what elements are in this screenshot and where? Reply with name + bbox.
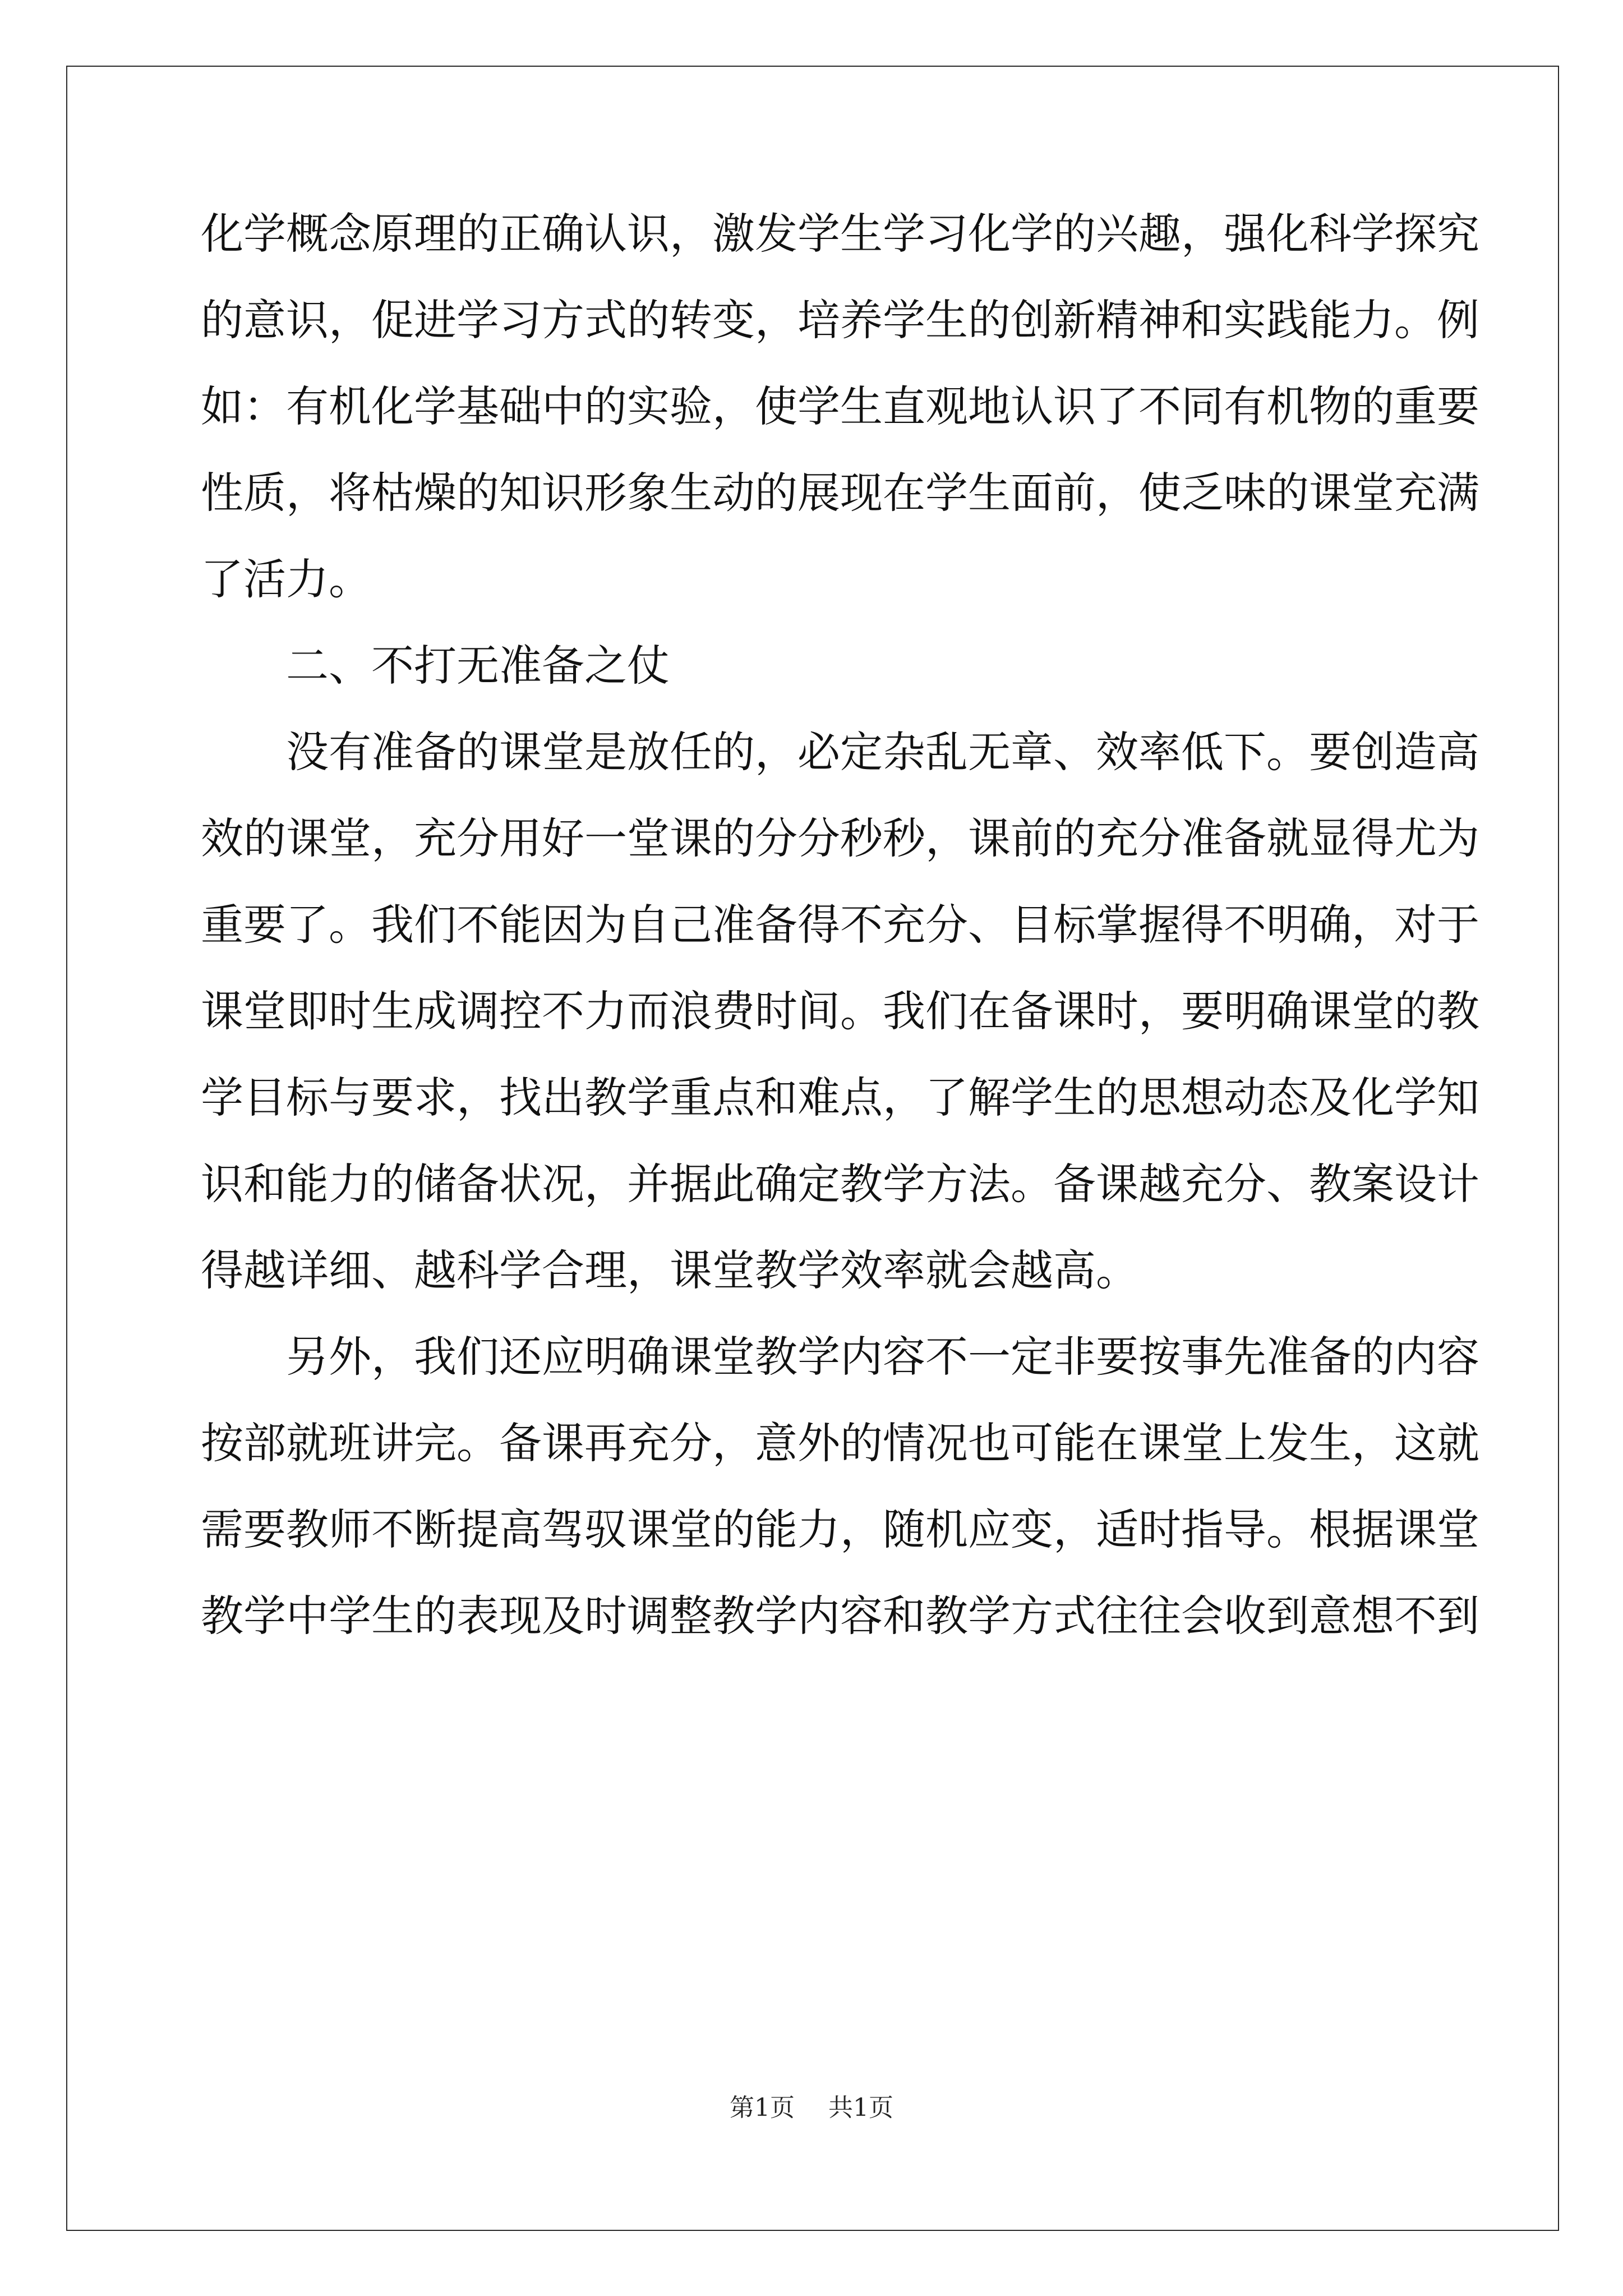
page-footer xyxy=(0,2091,1623,2125)
paragraph-2 xyxy=(201,709,1479,1314)
text-line: 化学概念原理的正确认识，激发学生学习化学的兴趣，强化科学探究 xyxy=(201,209,1479,259)
page-number: 第1页 xyxy=(730,2093,795,2122)
text-line: 了活力。 xyxy=(201,554,371,604)
text-line: 识和能力的储备状况，并据此确定教学方法。备课越充分、教案设计 xyxy=(201,1159,1479,1209)
text-line: 效的课堂，充分用好一堂课的分分秒秒，课前的充分准备就显得尤为 xyxy=(201,813,1479,863)
section-heading xyxy=(201,623,1423,709)
text-line: 没有准备的课堂是放任的，必定杂乱无章、效率低下。要创造高 xyxy=(286,727,1479,777)
text-line: 重要了。我们不能因为自己准备得不充分、目标掌握得不明确，对于 xyxy=(201,900,1479,950)
text-line: 教学中学生的表现及时调整教学内容和教学方式往往会收到意想不到 xyxy=(201,1591,1479,1641)
text-line: 学目标与要求，找出教学重点和难点，了解学生的思想动态及化学知 xyxy=(201,1073,1479,1122)
text-line: 需要教师不断提高驾驭课堂的能力，随机应变，适时指导。根据课堂 xyxy=(201,1504,1479,1554)
text-line: 如：有机化学基础中的实验，使学生直观地认识了不同有机物的重要 xyxy=(201,381,1479,431)
text-line: 的意识，促进学习方式的转变，培养学生的创新精神和实践能力。例 xyxy=(201,295,1479,345)
heading-text: 二、不打无准备之仗 xyxy=(286,641,670,691)
text-line: 按部就班讲完。备课再充分，意外的情况也可能在课堂上发生，这就 xyxy=(201,1418,1479,1468)
paragraph-3 xyxy=(201,1314,1479,1659)
text-line: 性质，将枯燥的知识形象生动的展现在学生面前，使乏味的课堂充满 xyxy=(201,468,1479,518)
text-line: 得越详细、越科学合理，课堂教学效率就会越高。 xyxy=(201,1245,1138,1295)
document-body xyxy=(201,191,1479,1659)
page-total: 共1页 xyxy=(828,2093,893,2122)
text-line: 课堂即时生成调控不力而浪费时间。我们在备课时，要明确课堂的教 xyxy=(201,986,1479,1036)
paragraph-1 xyxy=(201,191,1479,623)
text-line: 另外，我们还应明确课堂教学内容不一定非要按事先准备的内容 xyxy=(286,1332,1479,1382)
